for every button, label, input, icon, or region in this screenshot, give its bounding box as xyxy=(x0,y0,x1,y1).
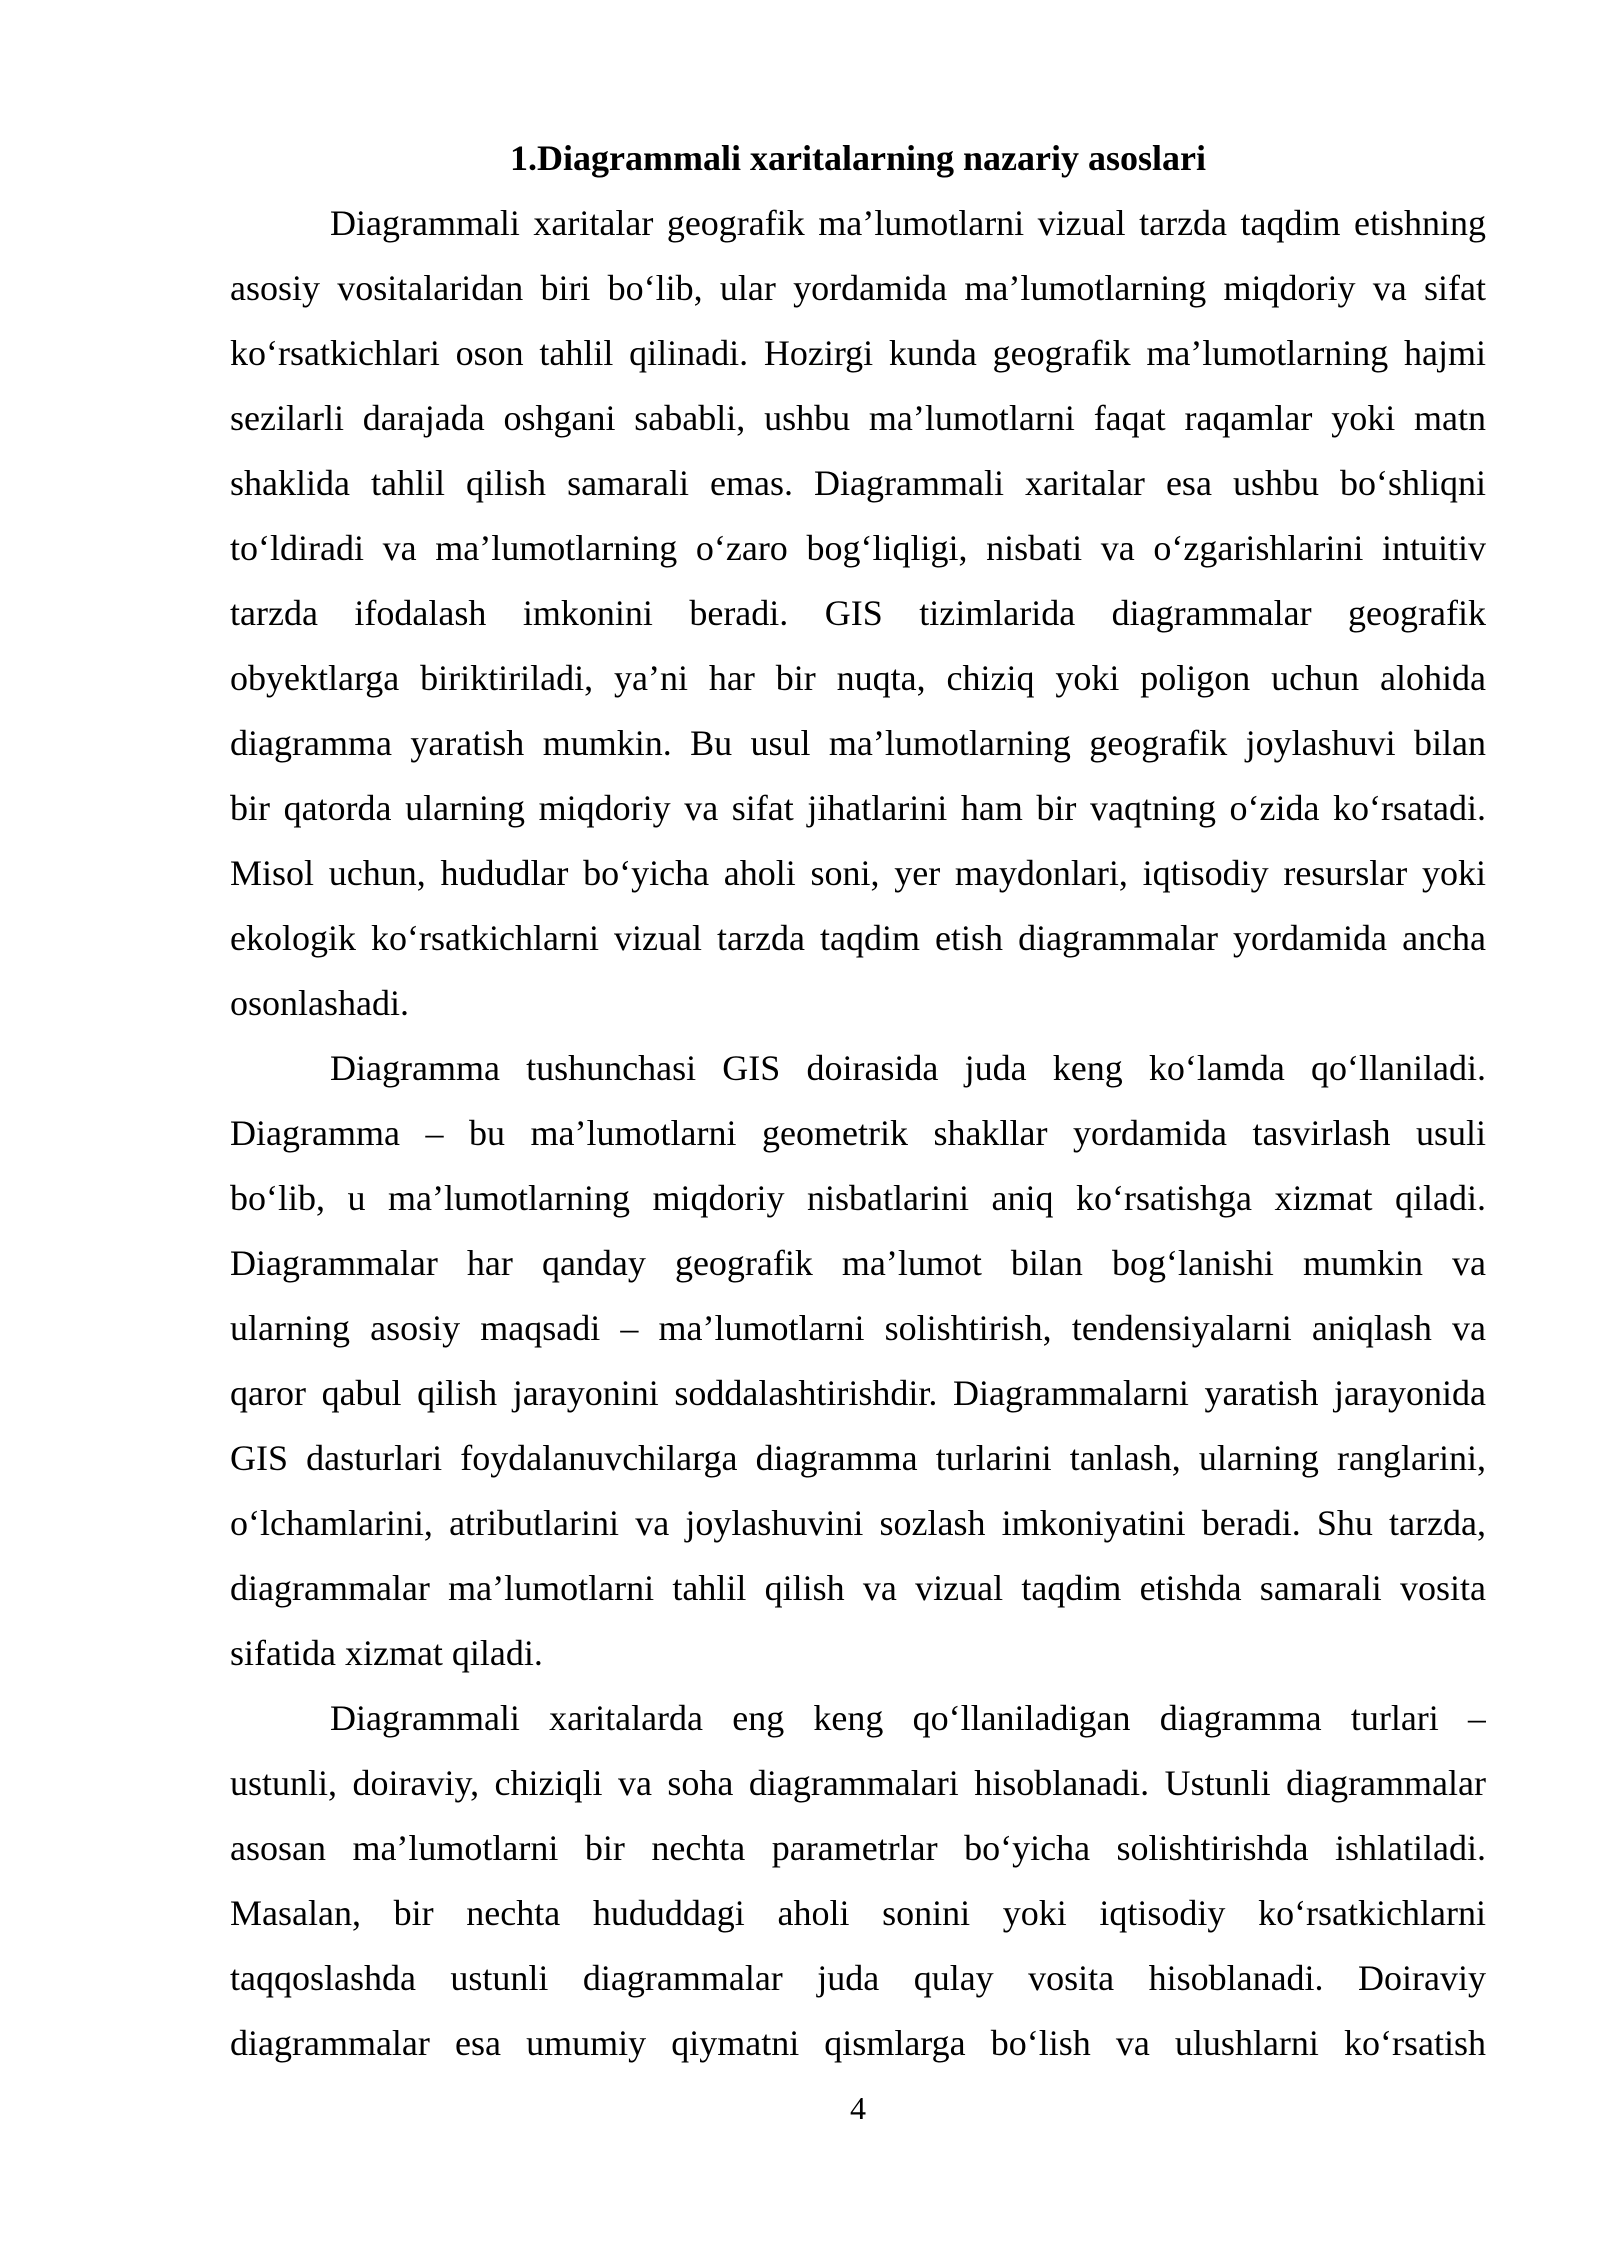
text-line: Diagrammali xaritalarda eng keng qoʻllaniladigan diagramma turlari – xyxy=(330,1698,1486,1738)
page-number: 4 xyxy=(850,2090,866,2126)
text-line: obyektlarga biriktiriladi, ya’ni har bir nuqta, chiziq yoki poligon uchun alohida xyxy=(230,658,1486,698)
text-line: diagrammalar ma’lumotlarni tahlil qilish va vizual taqdim etishda samarali vosita xyxy=(230,1568,1486,1608)
text-line: sifatida xizmat qiladi. xyxy=(230,1633,543,1673)
section-heading: 1.Diagrammali xaritalarning nazariy asoslari xyxy=(510,138,1206,178)
text-line: ustunli, doiraviy, chiziqli va soha diagrammalari hisoblanadi. Ustunli diagrammalar xyxy=(230,1763,1486,1803)
text-line: Diagrammali xaritalar geografik ma’lumotlarni vizual tarzda taqdim etishning xyxy=(330,203,1486,243)
text-line: qaror qabul qilish jarayonini soddalashtirishdir. Diagrammalarni yaratish jarayonida xyxy=(230,1373,1486,1413)
text-line: osonlashadi. xyxy=(230,983,409,1023)
text-line: diagrammalar esa umumiy qiymatni qismlarga boʻlish va ulushlarni koʻrsatish xyxy=(230,2023,1486,2063)
text-line: tarzda ifodalash imkonini beradi. GIS tizimlarida diagrammalar geografik xyxy=(230,593,1486,633)
text-line: boʻlib, u ma’lumotlarning miqdoriy nisbatlarini aniq koʻrsatishga xizmat qiladi. xyxy=(230,1178,1486,1218)
text-line: ularning asosiy maqsadi – ma’lumotlarni solishtirish, tendensiyalarni aniqlash va xyxy=(230,1308,1486,1348)
text-line: Diagramma tushunchasi GIS doirasida juda keng koʻlamda qoʻllaniladi. xyxy=(330,1048,1486,1088)
text-line: diagramma yaratish mumkin. Bu usul ma’lumotlarning geografik joylashuvi bilan xyxy=(230,723,1486,763)
text-line: Misol uchun, hududlar boʻyicha aholi soni, yer maydonlari, iqtisodiy resurslar yoki xyxy=(230,853,1486,893)
text-line: bir qatorda ularning miqdoriy va sifat jihatlarini ham bir vaqtning oʻzida koʻrsatadi. xyxy=(230,788,1486,828)
text-line: asosan ma’lumotlarni bir nechta parametrlar boʻyicha solishtirishda ishlatiladi. xyxy=(230,1828,1486,1868)
text-line: koʻrsatkichlari oson tahlil qilinadi. Hozirgi kunda geografik ma’lumotlarning hajmi xyxy=(230,333,1486,373)
text-line: toʻldiradi va ma’lumotlarning oʻzaro bogʻliqligi, nisbati va oʻzgarishlarini intuitiv xyxy=(230,528,1486,568)
text-line: taqqoslashda ustunli diagrammalar juda qulay vosita hisoblanadi. Doiraviy xyxy=(230,1958,1486,1998)
text-line: oʻlchamlarini, atributlarini va joylashuvini sozlash imkoniyatini beradi. Shu tarzda, xyxy=(230,1503,1486,1543)
text-line: GIS dasturlari foydalanuvchilarga diagramma turlarini tanlash, ularning ranglarini, xyxy=(230,1438,1486,1478)
text-line: shaklida tahlil qilish samarali emas. Diagrammali xaritalar esa ushbu boʻshliqni xyxy=(230,463,1486,503)
text-line: Diagrammalar har qanday geografik ma’lumot bilan bogʻlanishi mumkin va xyxy=(230,1243,1486,1283)
text-line: ekologik koʻrsatkichlarni vizual tarzda taqdim etish diagrammalar yordamida ancha xyxy=(230,918,1486,958)
text-line: sezilarli darajada oshgani sababli, ushbu ma’lumotlarni faqat raqamlar yoki matn xyxy=(230,398,1486,438)
text-line: asosiy vositalaridan biri boʻlib, ular yordamida ma’lumotlarning miqdoriy va sifat xyxy=(230,268,1486,308)
text-line: Diagramma – bu ma’lumotlarni geometrik shakllar yordamida tasvirlash usuli xyxy=(230,1113,1486,1153)
text-column xyxy=(230,126,1486,2076)
text-line: Masalan, bir nechta hududdagi aholi sonini yoki iqtisodiy koʻrsatkichlarni xyxy=(230,1893,1486,1933)
